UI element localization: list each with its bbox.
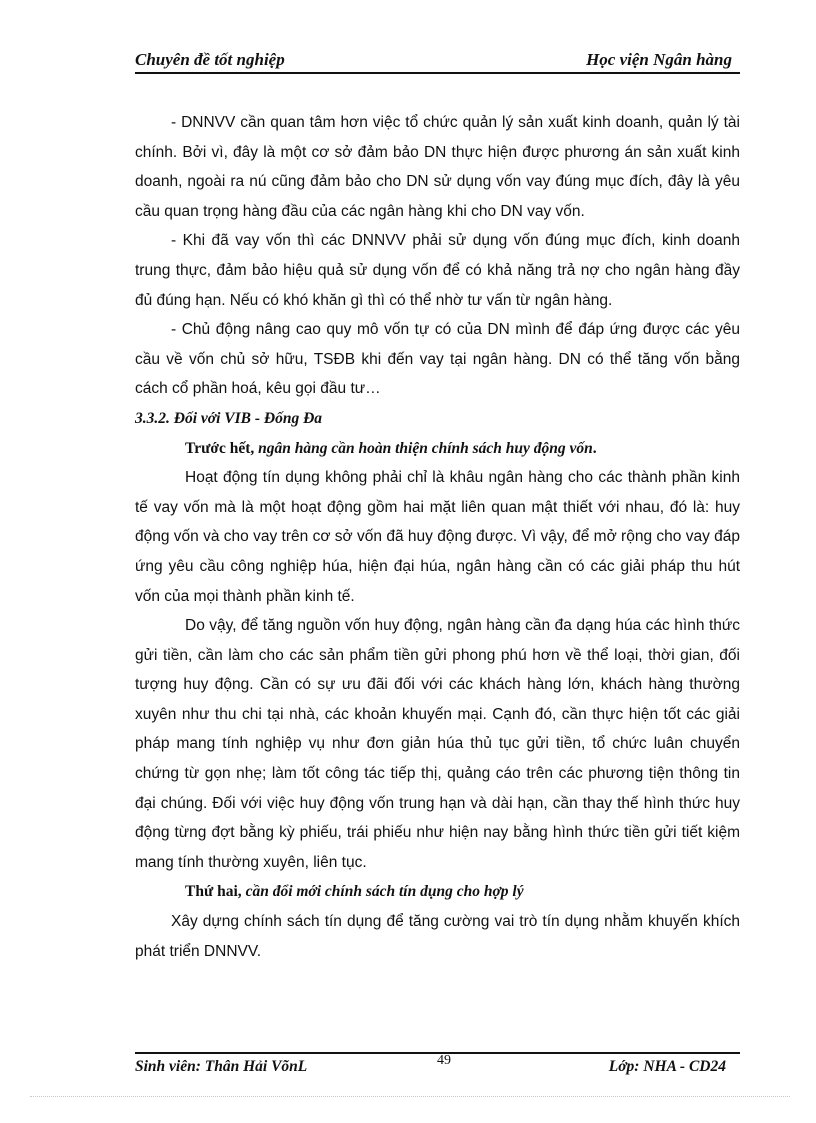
lead-1-prefix: Trước hết, — [185, 439, 259, 457]
lead-2-title: cần đổi mới chính sách tín dụng cho hợp lý — [245, 883, 524, 901]
paragraph-4: Hoạt động tín dụng không phải chỉ là khâu ngân hàng cho các thành phần kinh tế vay vốn mà là một hoạt động gồm hai mặt liên quan mật thiết với nhau, đó là: huy động vốn và cho vay trên cơ sở vốn đã huy động được. Vì vậy, để mở rộng cho vay đáp ứng yêu cầu công nghiệp húa, hiện đại húa, ngân hàng cần có các giải pháp thu hút vốn của mọi thành phần kinh tế. — [135, 469, 740, 605]
page-header — [135, 48, 740, 72]
lead-1-title: ngân hàng cần hoàn thiện chính sách huy động vốn — [258, 439, 593, 457]
lead-2-prefix: Thứ hai, — [185, 883, 246, 901]
section-heading: 3.3.2. Đối với VIB - Đống Đa — [135, 409, 323, 427]
paragraph-6: Xây dựng chính sách tín dụng để tăng cường vai trò tín dụng nhằm khuyến khích phát triển DNNVV. — [135, 913, 740, 960]
lead-heading-1 — [135, 434, 740, 464]
paragraph-3: - Chủ động nâng cao quy mô vốn tự có của DN mình để đáp ứng được các yêu cầu về vốn chủ sở hữu, TSĐB khi đến vay tại ngân hàng. DN có thể tăng vốn bằng cách cổ phần hoá, kêu gọi đầu tư… — [135, 321, 740, 398]
footer-student: Sinh viên: Thân Hải VõnL — [135, 1058, 308, 1075]
header-rule — [135, 72, 740, 74]
paragraph-2: - Khi đã vay vốn thì các DNNVV phải sử dụng vốn đúng mục đích, kinh doanh trung thực, đảm bảo hiệu quả sử dụng vốn để có khả năng trả nợ cho ngân hàng đầy đủ đúng hạn. Nếu có khó khăn gì thì có thể nhờ tư vấn từ ngân hàng. — [135, 232, 740, 309]
paragraph-5: Do vậy, để tăng nguồn vốn huy động, ngân hàng cần đa dạng húa các hình thức gửi tiền, cần làm cho các sản phẩm tiền gửi phong phú hơn về thể loại, thời gian, đối tượng huy động. Cần có sự ưu đãi đối với các khách hàng lớn, khách hàng thường xuyên như thu chi tại nhà, các khoản khuyến mại. Cạnh đó, cần thực hiện tốt các giải pháp mang tính nghiệp vụ như đơn giản húa thủ tục gửi tiền, tổ chức luân chuyển chứng từ gọn nhẹ; làm tốt công tác tiếp thị, quảng cáo trên các phương tiện thông tin đại chúng. Đối với việc huy động vốn trung hạn và dài hạn, cần thay thế hình thức huy động từng đợt bằng kỳ phiếu, trái phiếu như hiện nay bằng hình thức tiền gửi tiết kiệm mang tính thường xuyên, liên tục. — [135, 617, 740, 871]
header-thesis-title: Chuyên đề tốt nghiệp — [135, 50, 285, 69]
header-institution: Học viện Ngân hàng — [586, 50, 732, 69]
page-number: 49 — [437, 1053, 451, 1068]
lead-heading-2 — [135, 877, 740, 907]
paragraph-1: - DNNVV cần quan tâm hơn việc tổ chức quản lý sản xuất kinh doanh, quản lý tài chính. Bởi vì, đây là một cơ sở đảm bảo DN thực hiện được phương án sản xuất kinh doanh, ngoài ra nú cũng đảm bảo cho DN sử dụng vốn vay đúng mục đích, đây là yêu cầu quan trọng hàng đầu của các ngân hàng khi cho DN vay vốn. — [135, 114, 740, 220]
document-body — [135, 108, 740, 966]
page-bottom-dotted-line — [30, 1096, 790, 1097]
page-footer — [135, 1053, 740, 1080]
footer-class: Lớp: NHA - CD24 — [608, 1058, 726, 1075]
lead-1-period: . — [592, 439, 597, 457]
